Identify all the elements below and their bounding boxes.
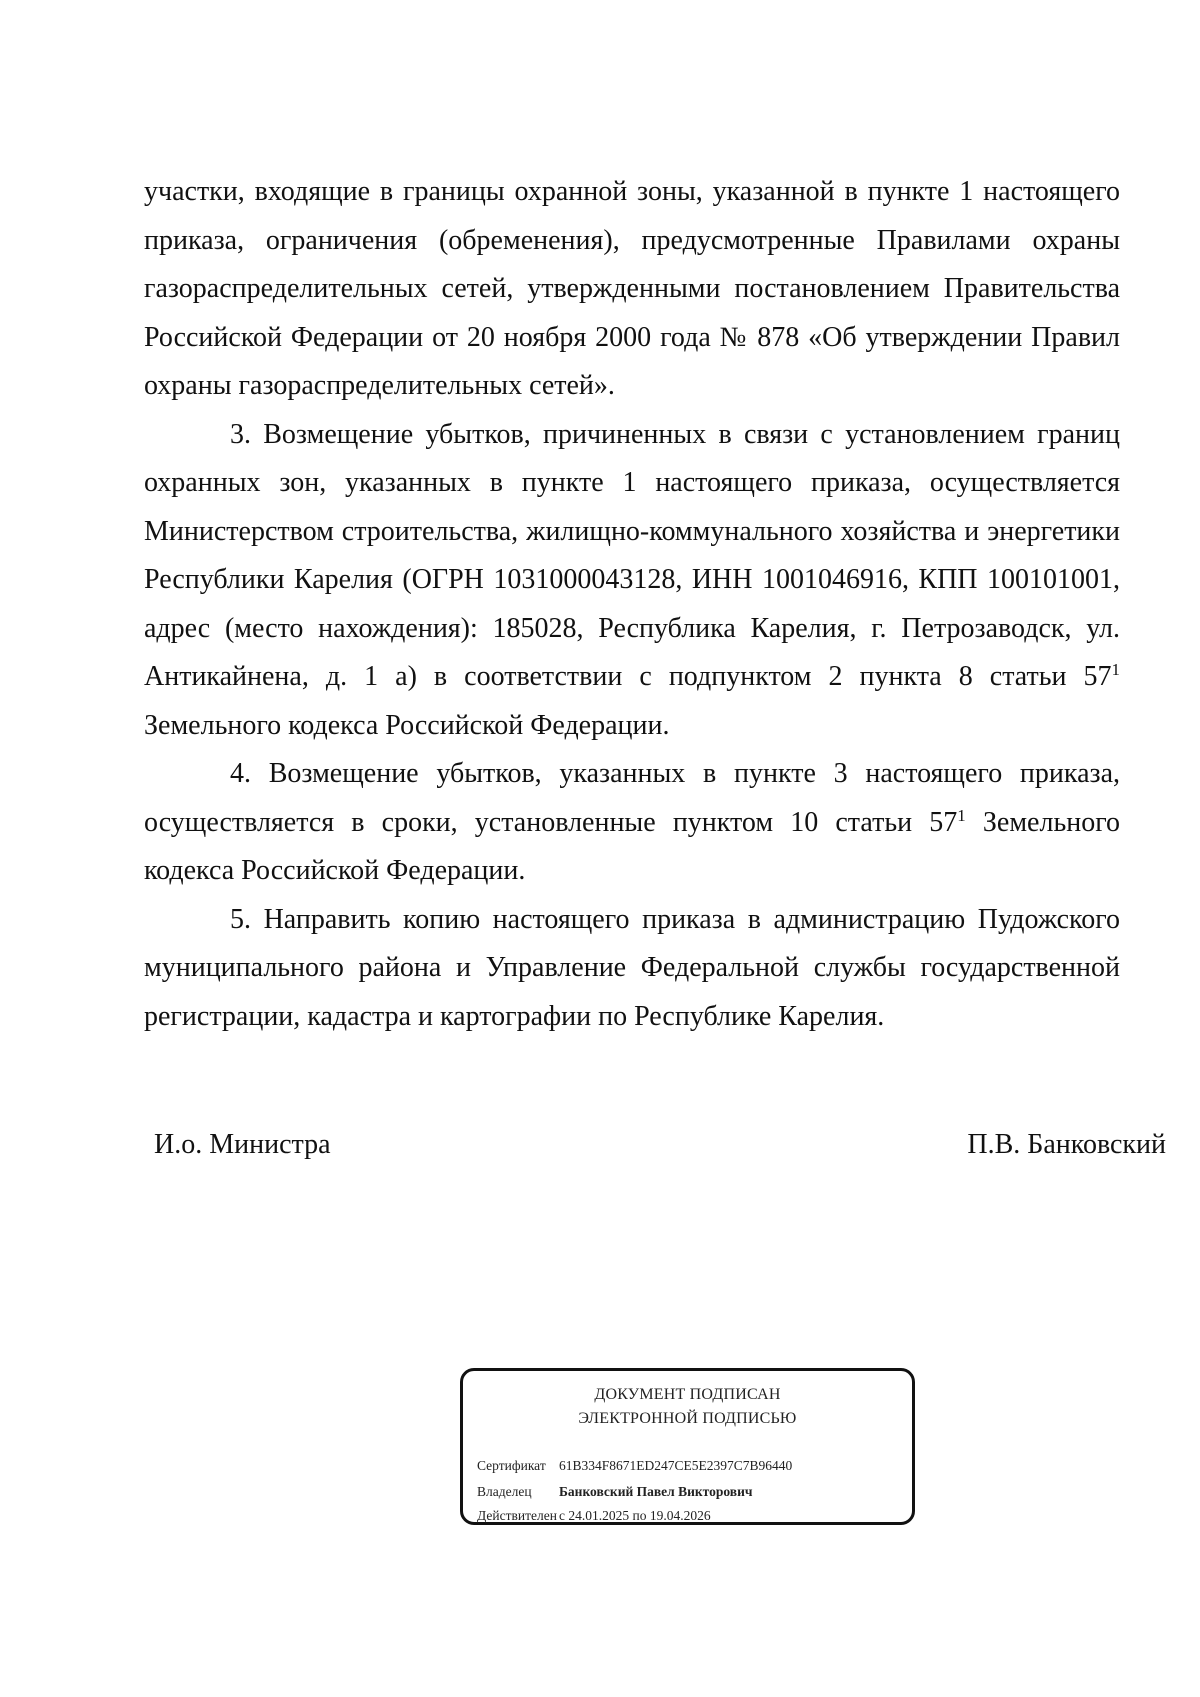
superscript: 1: [957, 805, 966, 825]
certificate-value: 61B334F8671ED247CE5E2397C7B96440: [559, 1458, 793, 1473]
validity-value: с 24.01.2025 по 19.04.2026: [559, 1508, 711, 1523]
paragraph-4: [144, 750, 1120, 896]
paragraph-3-text: 3. Возмещение убытков, причиненных в связи с установлением границ охранных зон, указанных в пункте 1 настоящего приказа, осуществляется Министерством строительства, жилищно-коммунального хозяйства и энергетики Республики Карелия (ОГРН 1031000043128, ИНН 1001046916, КПП 100101001, адрес (место нахождения): 185028, Республика Карелия, г. Петрозаводск, ул. Антикайнена, д. 1 а) в соответствии с подпунктом 2 пункта 8 статьи 57: [144, 418, 1120, 692]
stamp-header: [463, 1383, 912, 1431]
owner-value: Банковский Павел Викторович: [559, 1484, 753, 1499]
paragraph-5: 5. Направить копию настоящего приказа в администрацию Пудожского муниципального района и Управление Федеральной службы государственной регистрации, кадастра и картографии по Республике Карелия.: [144, 903, 1120, 1032]
signatory-name: П.В. Банковский: [967, 1129, 1166, 1160]
superscript: 1: [1111, 660, 1120, 679]
paragraph-4-tail: Земельного кодекса Российской Федерации.: [144, 806, 1120, 886]
validity-label: Действителен: [477, 1508, 557, 1523]
owner-label: Владелец: [477, 1484, 532, 1499]
stamp-header-line-2: ЭЛЕКТРОННОЙ ПОДПИСЬЮ: [578, 1410, 797, 1427]
paragraph-3: [144, 411, 1120, 751]
paragraph-2-continuation: участки, входящие в границы охранной зоны, указанной в пункте 1 настоящего приказа, ограничения (обременения), предусмотренные Правилами охраны газораспределительных сетей, утвержденными постановлением Правительства Российской Федерации от 20 ноября 2000 года № 878 «Об утверждении Правил охраны газораспределительных сетей».: [144, 176, 1120, 401]
stamp-owner-row: [477, 1483, 752, 1501]
stamp-header-line-1: ДОКУМЕНТ ПОДПИСАН: [594, 1386, 781, 1403]
electronic-signature-stamp: [460, 1368, 915, 1525]
stamp-validity-row: [477, 1507, 711, 1525]
paragraph-4-text: 4. Возмещение убытков, указанных в пункте 3 настоящего приказа, осуществляется в сроки, установленные пунктом 10 статьи 57: [144, 758, 1120, 838]
stamp-certificate-row: [477, 1457, 792, 1475]
document-body: [144, 168, 1120, 1041]
paragraph-3-tail: Земельного кодекса Российской Федерации.: [144, 709, 670, 741]
certificate-label: Сертификат: [477, 1458, 546, 1473]
signatory-title: И.о. Министра: [154, 1129, 331, 1160]
